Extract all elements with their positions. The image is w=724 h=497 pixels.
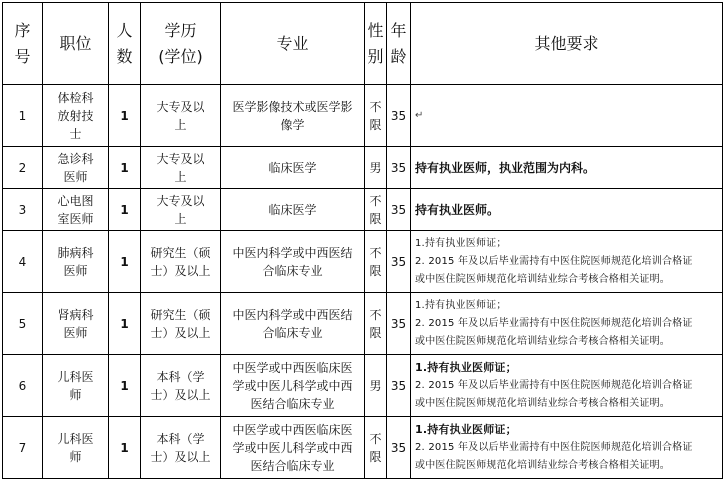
education-line: 上 bbox=[174, 117, 187, 132]
header-count-line-1: 人 bbox=[116, 20, 133, 40]
gender-line: 限 bbox=[369, 263, 382, 278]
cell-position bbox=[43, 231, 109, 293]
header-age-line-1: 年 bbox=[390, 20, 407, 40]
cell-gender bbox=[365, 231, 387, 293]
cell-count: 1 bbox=[109, 231, 141, 293]
cell-major bbox=[221, 85, 365, 147]
requirement-line: 1.持有执业医师证； bbox=[415, 237, 507, 249]
position-line: 医师 bbox=[63, 169, 88, 184]
gender-line: 不 bbox=[369, 245, 382, 260]
position-line: 室医师 bbox=[57, 211, 94, 226]
gender-line: 限 bbox=[369, 211, 382, 226]
requirement-line: 或中医住院医师规范化培训结业综合考核合格相关证明。 bbox=[415, 335, 670, 347]
major-line: 学或中医儿科学或中西 bbox=[232, 440, 353, 455]
cell-major bbox=[221, 189, 365, 231]
header-position bbox=[43, 3, 109, 85]
gender-line: 男 bbox=[369, 160, 382, 175]
requirement-line: 或中医住院医师规范化培训结业综合考核合格相关证明。 bbox=[415, 397, 670, 409]
cell-count: 1 bbox=[109, 85, 141, 147]
major-line: 临床医学 bbox=[268, 202, 317, 217]
gender-line: 不 bbox=[369, 307, 382, 322]
cell-position bbox=[43, 189, 109, 231]
education-line: 上 bbox=[174, 211, 187, 226]
gender-line: 男 bbox=[369, 378, 382, 393]
cell-position bbox=[43, 293, 109, 355]
cell-education bbox=[141, 85, 221, 147]
header-no bbox=[3, 3, 43, 85]
header-gender-line-2: 别 bbox=[367, 46, 384, 66]
education-line: 士）及以上 bbox=[150, 263, 211, 278]
cell-no: 6 bbox=[3, 355, 43, 417]
cell-count: 1 bbox=[109, 189, 141, 231]
cell-gender bbox=[365, 355, 387, 417]
header-other-text: 其他要求 bbox=[534, 33, 599, 53]
requirement-line: 1.持有执业医师证； bbox=[415, 299, 507, 311]
requirement-line: 持有执业医师，执业范围为内科。 bbox=[415, 160, 596, 175]
cell-no: 3 bbox=[3, 189, 43, 231]
cell-count: 1 bbox=[109, 293, 141, 355]
cell-gender bbox=[365, 147, 387, 189]
cell-other-requirements bbox=[411, 355, 723, 417]
major-line: 合临床专业 bbox=[262, 325, 323, 340]
cell-no: 4 bbox=[3, 231, 43, 293]
header-education-line-2: (学位) bbox=[158, 46, 203, 66]
header-age-line-2: 龄 bbox=[390, 46, 407, 66]
major-line: 合临床专业 bbox=[262, 263, 323, 278]
cell-position bbox=[43, 355, 109, 417]
cell-other-requirements bbox=[411, 189, 723, 231]
major-line: 医结合临床专业 bbox=[250, 396, 335, 411]
position-line: 心电图 bbox=[57, 193, 94, 208]
major-line: 医结合临床专业 bbox=[250, 458, 335, 473]
header-count bbox=[109, 3, 141, 85]
cell-age: 35 bbox=[387, 417, 411, 479]
position-line: 医师 bbox=[63, 263, 88, 278]
header-no-line-1: 序 bbox=[14, 20, 31, 40]
requirement-line: 或中医住院医师规范化培训结业综合考核合格相关证明。 bbox=[415, 459, 670, 471]
cell-other-requirements bbox=[411, 293, 723, 355]
education-line: 大专及以 bbox=[156, 99, 205, 114]
cell-education bbox=[141, 189, 221, 231]
header-no-line-2: 号 bbox=[14, 46, 31, 66]
cell-count: 1 bbox=[109, 355, 141, 417]
position-line: 士 bbox=[69, 126, 82, 141]
position-line: 医师 bbox=[63, 325, 88, 340]
header-gender-line-1: 性 bbox=[367, 20, 384, 40]
cell-education bbox=[141, 293, 221, 355]
cell-education bbox=[141, 355, 221, 417]
gender-line: 不 bbox=[369, 99, 382, 114]
header-age bbox=[387, 3, 411, 85]
major-line: 医学影像技术或医学影 bbox=[232, 99, 353, 114]
major-line: 临床医学 bbox=[268, 160, 317, 175]
table-row bbox=[3, 355, 723, 417]
header-major-text: 专业 bbox=[276, 33, 309, 53]
cell-gender bbox=[365, 293, 387, 355]
requirement-line: 1.持有执业医师证； bbox=[415, 422, 517, 436]
education-line: 大专及以 bbox=[156, 193, 205, 208]
cell-position bbox=[43, 417, 109, 479]
education-line: 本科（学 bbox=[156, 431, 205, 446]
cell-no: 2 bbox=[3, 147, 43, 189]
cell-major bbox=[221, 231, 365, 293]
cell-education bbox=[141, 231, 221, 293]
cell-other-requirements bbox=[411, 147, 723, 189]
cell-age: 35 bbox=[387, 293, 411, 355]
major-line: 中医内科学或中西医结 bbox=[232, 245, 353, 260]
header-other bbox=[411, 3, 723, 85]
cell-no: 1 bbox=[3, 85, 43, 147]
position-line: 急诊科 bbox=[57, 151, 94, 166]
header-education-line-1: 学历 bbox=[164, 20, 197, 40]
education-line: 士）及以上 bbox=[150, 449, 211, 464]
cell-position bbox=[43, 85, 109, 147]
education-line: 研究生（硕 bbox=[150, 245, 211, 260]
position-line: 体检科 bbox=[57, 90, 94, 105]
requirement-line: 2. 2015 年及以后毕业需持有中医住院医师规范化培训合格证 bbox=[415, 379, 693, 391]
cell-major bbox=[221, 147, 365, 189]
gender-line: 不 bbox=[369, 193, 382, 208]
cell-other-requirements bbox=[411, 85, 723, 147]
education-line: 上 bbox=[174, 169, 187, 184]
position-line: 儿科医 bbox=[57, 431, 94, 446]
education-line: 研究生（硕 bbox=[150, 307, 211, 322]
cell-gender bbox=[365, 189, 387, 231]
header-gender bbox=[365, 3, 387, 85]
major-line: 中医学或中西医临床医 bbox=[232, 360, 353, 375]
requirement-line: 或中医住院医师规范化培训结业综合考核合格相关证明。 bbox=[415, 273, 670, 285]
paragraph-mark: ↵ bbox=[415, 109, 424, 121]
gender-line: 限 bbox=[369, 449, 382, 464]
cell-major bbox=[221, 417, 365, 479]
cell-age: 35 bbox=[387, 231, 411, 293]
position-line: 肾病科 bbox=[57, 307, 94, 322]
header-major bbox=[221, 3, 365, 85]
position-line: 肺病科 bbox=[57, 245, 94, 260]
cell-education bbox=[141, 417, 221, 479]
cell-age: 35 bbox=[387, 189, 411, 231]
major-line: 像学 bbox=[280, 117, 305, 132]
header-count-line-2: 数 bbox=[116, 46, 133, 66]
position-line: 放射技 bbox=[57, 108, 94, 123]
requirement-line: 2. 2015 年及以后毕业需持有中医住院医师规范化培训合格证 bbox=[415, 441, 693, 453]
cell-position bbox=[43, 147, 109, 189]
table-row bbox=[3, 293, 723, 355]
major-line: 中医内科学或中西医结 bbox=[232, 307, 353, 322]
cell-no: 5 bbox=[3, 293, 43, 355]
gender-line: 不 bbox=[369, 431, 382, 446]
cell-major bbox=[221, 355, 365, 417]
requirement-line: 2. 2015 年及以后毕业需持有中医住院医师规范化培训合格证 bbox=[415, 255, 693, 267]
table-row bbox=[3, 231, 723, 293]
gender-line: 限 bbox=[369, 325, 382, 340]
cell-gender bbox=[365, 417, 387, 479]
cell-age: 35 bbox=[387, 147, 411, 189]
cell-gender bbox=[365, 85, 387, 147]
table-row bbox=[3, 85, 723, 147]
table-row bbox=[3, 147, 723, 189]
cell-age: 35 bbox=[387, 355, 411, 417]
gender-line: 限 bbox=[369, 117, 382, 132]
requirement-line: 1.持有执业医师证； bbox=[415, 360, 517, 374]
cell-other-requirements bbox=[411, 417, 723, 479]
major-line: 学或中医儿科学或中西 bbox=[232, 378, 353, 393]
position-line: 师 bbox=[69, 387, 82, 402]
cell-age: 35 bbox=[387, 85, 411, 147]
education-line: 士）及以上 bbox=[150, 325, 211, 340]
position-line: 儿科医 bbox=[57, 369, 94, 384]
cell-education bbox=[141, 147, 221, 189]
requirement-line: 持有执业医师。 bbox=[415, 202, 500, 217]
requirement-line: 2. 2015 年及以后毕业需持有中医住院医师规范化培训合格证 bbox=[415, 317, 693, 329]
cell-major bbox=[221, 293, 365, 355]
major-line: 中医学或中西医临床医 bbox=[232, 422, 353, 437]
header-education bbox=[141, 3, 221, 85]
education-line: 本科（学 bbox=[156, 369, 205, 384]
cell-count: 1 bbox=[109, 147, 141, 189]
table-row bbox=[3, 417, 723, 479]
position-line: 师 bbox=[69, 449, 82, 464]
table-row bbox=[3, 189, 723, 231]
cell-count: 1 bbox=[109, 417, 141, 479]
education-line: 大专及以 bbox=[156, 151, 205, 166]
cell-other-requirements bbox=[411, 231, 723, 293]
recruitment-table bbox=[2, 2, 723, 479]
cell-no: 7 bbox=[3, 417, 43, 479]
education-line: 士）及以上 bbox=[150, 387, 211, 402]
header-row bbox=[3, 3, 723, 85]
header-position-text: 职位 bbox=[59, 33, 92, 53]
